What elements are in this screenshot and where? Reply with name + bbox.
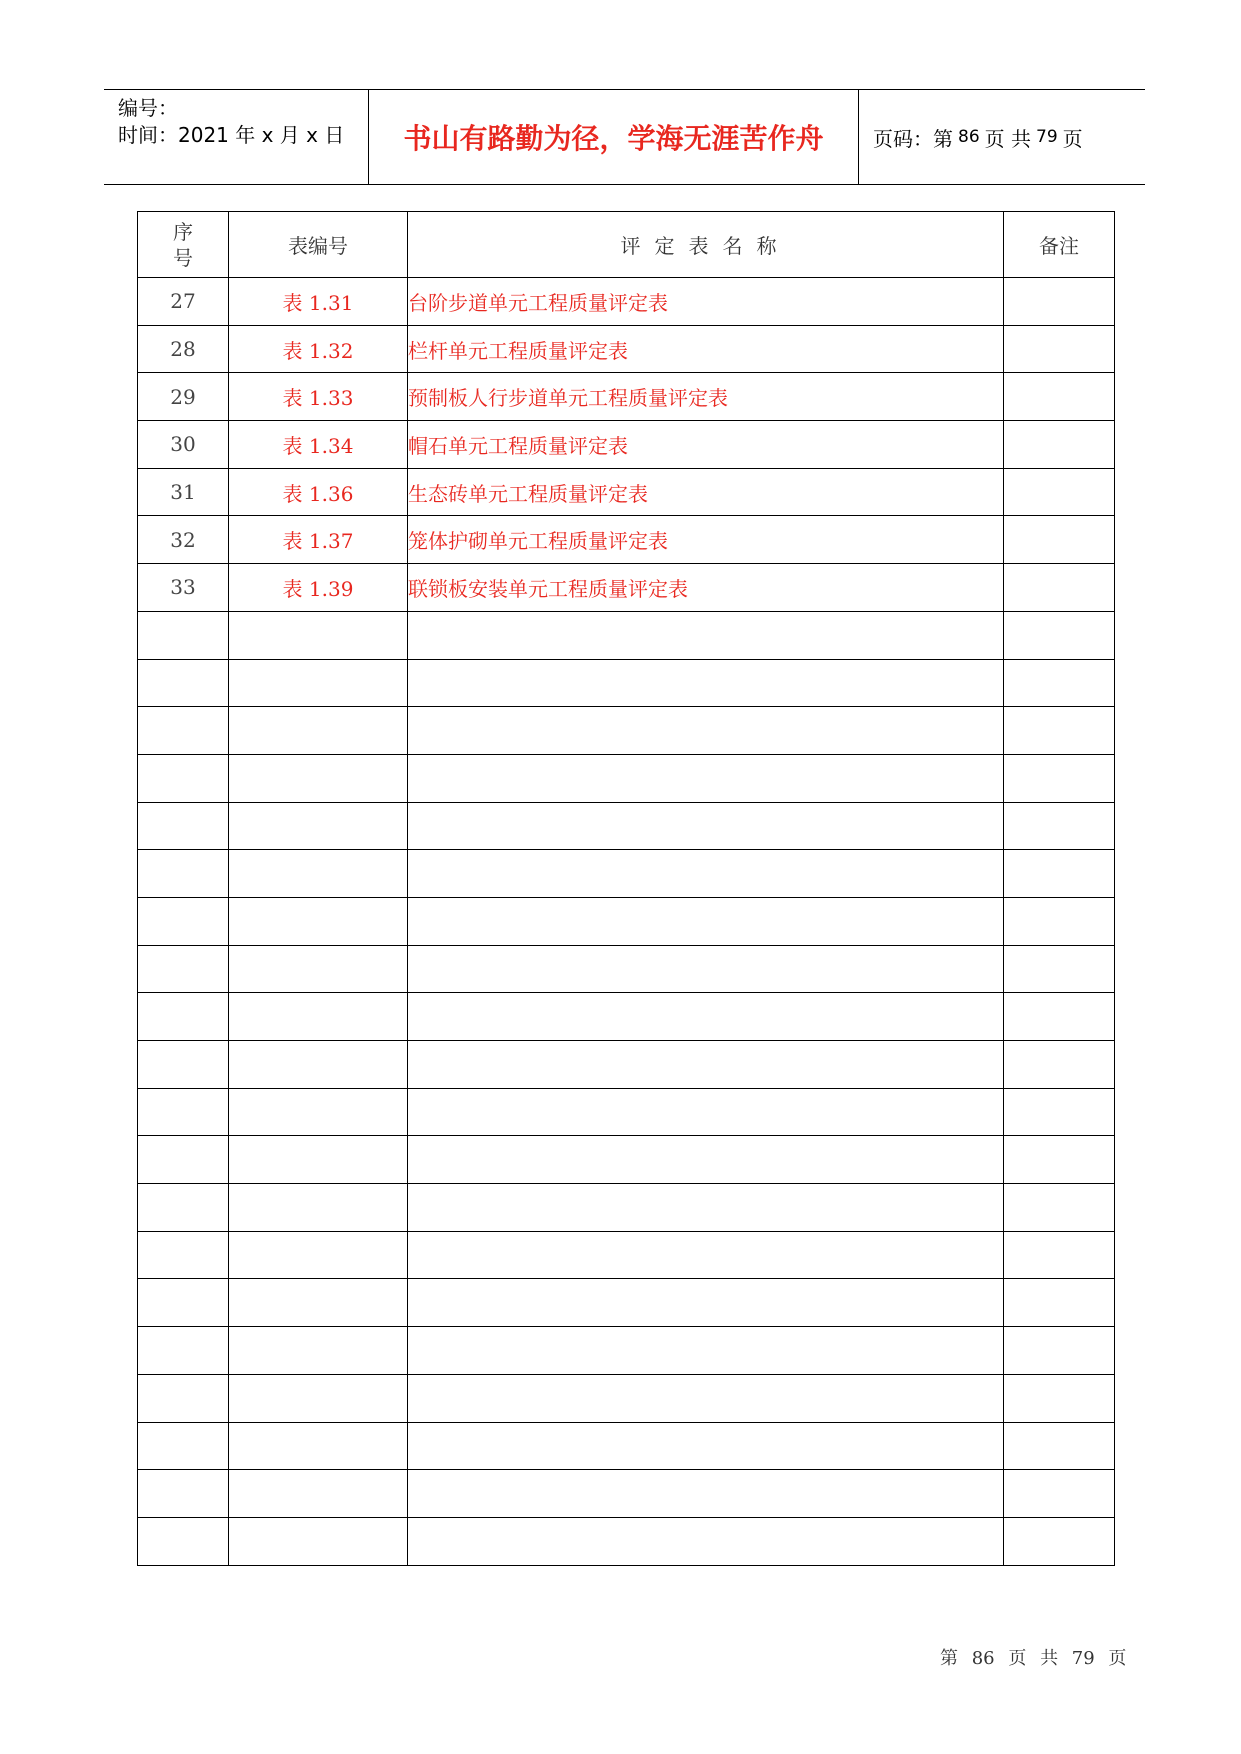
name-cell: 联锁板安装单元工程质量评定表 [408,564,1004,612]
document-time: 时间：2021 年 x 月 x 日 [118,123,345,147]
empty-cell [138,945,229,993]
empty-cell [408,1327,1004,1375]
name-cell: 栏杆单元工程质量评定表 [408,325,1004,373]
empty-cell [229,1184,408,1232]
empty-cell [408,1374,1004,1422]
note-cell [1004,468,1115,516]
empty-cell [408,945,1004,993]
empty-cell [138,1517,229,1565]
name-cell: 帽石单元工程质量评定表 [408,421,1004,469]
empty-cell [138,1327,229,1375]
empty-cell [229,1374,408,1422]
empty-cell [1004,1279,1115,1327]
empty-cell [229,1088,408,1136]
table-row [138,373,1115,421]
empty-cell [138,1470,229,1518]
empty-table-row [138,1517,1115,1565]
header-name: 评定表名称 [408,212,1004,278]
empty-cell [1004,1470,1115,1518]
empty-cell [408,1517,1004,1565]
empty-table-row [138,1184,1115,1232]
empty-cell [138,850,229,898]
empty-table-row [138,945,1115,993]
document-number-label: 编号： [118,96,178,120]
empty-cell [138,1279,229,1327]
empty-cell [138,1041,229,1089]
empty-cell [408,1279,1004,1327]
empty-cell [138,754,229,802]
empty-cell [1004,1041,1115,1089]
header-seq-line1: 序 [173,219,193,244]
header-meta [104,90,369,184]
empty-table-row [138,850,1115,898]
empty-cell [138,1136,229,1184]
table-body [138,278,1115,1566]
empty-cell [229,1136,408,1184]
empty-table-row [138,1422,1115,1470]
empty-cell [138,659,229,707]
name-cell: 台阶步道单元工程质量评定表 [408,278,1004,326]
empty-table-row [138,754,1115,802]
empty-table-row [138,1327,1115,1375]
empty-cell [229,850,408,898]
empty-cell [408,1136,1004,1184]
empty-cell [229,1041,408,1089]
empty-cell [1004,1327,1115,1375]
header-code: 表编号 [229,212,408,278]
code-cell: 表 1.36 [229,468,408,516]
empty-cell [408,1041,1004,1089]
header-seq-line2: 号 [173,245,193,270]
empty-table-row [138,1088,1115,1136]
empty-table-row [138,659,1115,707]
empty-cell [229,802,408,850]
empty-cell [138,1374,229,1422]
empty-cell [1004,1231,1115,1279]
note-cell [1004,564,1115,612]
header-note: 备注 [1004,212,1115,278]
empty-cell [229,1422,408,1470]
empty-cell [229,707,408,755]
seq-cell: 32 [138,516,229,564]
name-cell: 预制板人行步道单元工程质量评定表 [408,373,1004,421]
empty-cell [1004,659,1115,707]
empty-cell [1004,802,1115,850]
empty-cell [408,1470,1004,1518]
empty-cell [1004,754,1115,802]
empty-cell [138,802,229,850]
empty-cell [1004,1088,1115,1136]
code-cell: 表 1.37 [229,516,408,564]
empty-table-row [138,1470,1115,1518]
empty-cell [138,707,229,755]
table-row [138,421,1115,469]
empty-cell [408,611,1004,659]
empty-cell [138,611,229,659]
empty-cell [229,1279,408,1327]
empty-cell [408,1088,1004,1136]
table-header-row [138,212,1115,278]
empty-cell [1004,993,1115,1041]
page-footer: 第 86 页 共 79 页 [940,1648,1127,1669]
empty-cell [408,1184,1004,1232]
code-cell: 表 1.31 [229,278,408,326]
empty-cell [229,659,408,707]
empty-cell [138,1231,229,1279]
page-prefix: 页码：第 [873,126,953,151]
empty-cell [138,993,229,1041]
page-suffix: 页 [1062,126,1083,151]
note-cell [1004,278,1115,326]
seq-cell: 28 [138,325,229,373]
empty-table-row [138,802,1115,850]
name-cell: 笼体护砌单元工程质量评定表 [408,516,1004,564]
empty-cell [229,611,408,659]
empty-cell [408,897,1004,945]
empty-cell [138,1184,229,1232]
table-row [138,278,1115,326]
code-cell: 表 1.32 [229,325,408,373]
empty-table-row [138,1041,1115,1089]
empty-cell [229,1517,408,1565]
empty-cell [138,897,229,945]
empty-cell [408,1422,1004,1470]
header-seq [138,212,229,278]
note-cell [1004,516,1115,564]
empty-cell [1004,897,1115,945]
empty-cell [1004,1184,1115,1232]
table-row [138,325,1115,373]
empty-cell [229,1470,408,1518]
empty-cell [408,754,1004,802]
table-row [138,564,1115,612]
empty-cell [1004,945,1115,993]
empty-cell [229,993,408,1041]
note-cell [1004,421,1115,469]
seq-cell: 27 [138,278,229,326]
empty-table-row [138,1136,1115,1184]
page-total: 79 [1036,127,1058,147]
name-cell: 生态砖单元工程质量评定表 [408,468,1004,516]
empty-cell [229,945,408,993]
page-current: 86 [958,127,980,147]
page-header [104,89,1145,185]
page-middle: 页 共 [984,126,1031,151]
empty-cell [408,659,1004,707]
empty-cell [229,1231,408,1279]
empty-cell [138,1088,229,1136]
empty-cell [1004,1136,1115,1184]
empty-table-row [138,1279,1115,1327]
empty-cell [1004,1517,1115,1565]
empty-cell [1004,707,1115,755]
empty-table-row [138,1231,1115,1279]
header-page-number [859,90,1145,184]
empty-table-row [138,993,1115,1041]
table-row [138,468,1115,516]
empty-cell [229,754,408,802]
empty-cell [408,850,1004,898]
empty-cell [408,1231,1004,1279]
empty-cell [1004,1422,1115,1470]
seq-cell: 31 [138,468,229,516]
code-cell: 表 1.33 [229,373,408,421]
empty-cell [229,897,408,945]
empty-table-row [138,1374,1115,1422]
empty-table-row [138,707,1115,755]
seq-cell: 30 [138,421,229,469]
empty-table-row [138,611,1115,659]
empty-cell [138,1422,229,1470]
code-cell: 表 1.39 [229,564,408,612]
seq-cell: 29 [138,373,229,421]
evaluation-form-table [137,211,1115,1566]
code-cell: 表 1.34 [229,421,408,469]
empty-cell [1004,850,1115,898]
header-motto [369,90,859,184]
note-cell [1004,373,1115,421]
seq-cell: 33 [138,564,229,612]
empty-cell [1004,1374,1115,1422]
motto-text: 书山有路勤为径，学海无涯苦作舟 [403,122,824,155]
empty-cell [408,802,1004,850]
empty-cell [229,1327,408,1375]
note-cell [1004,325,1115,373]
empty-cell [1004,611,1115,659]
empty-cell [408,993,1004,1041]
empty-cell [408,707,1004,755]
table-row [138,516,1115,564]
empty-table-row [138,897,1115,945]
